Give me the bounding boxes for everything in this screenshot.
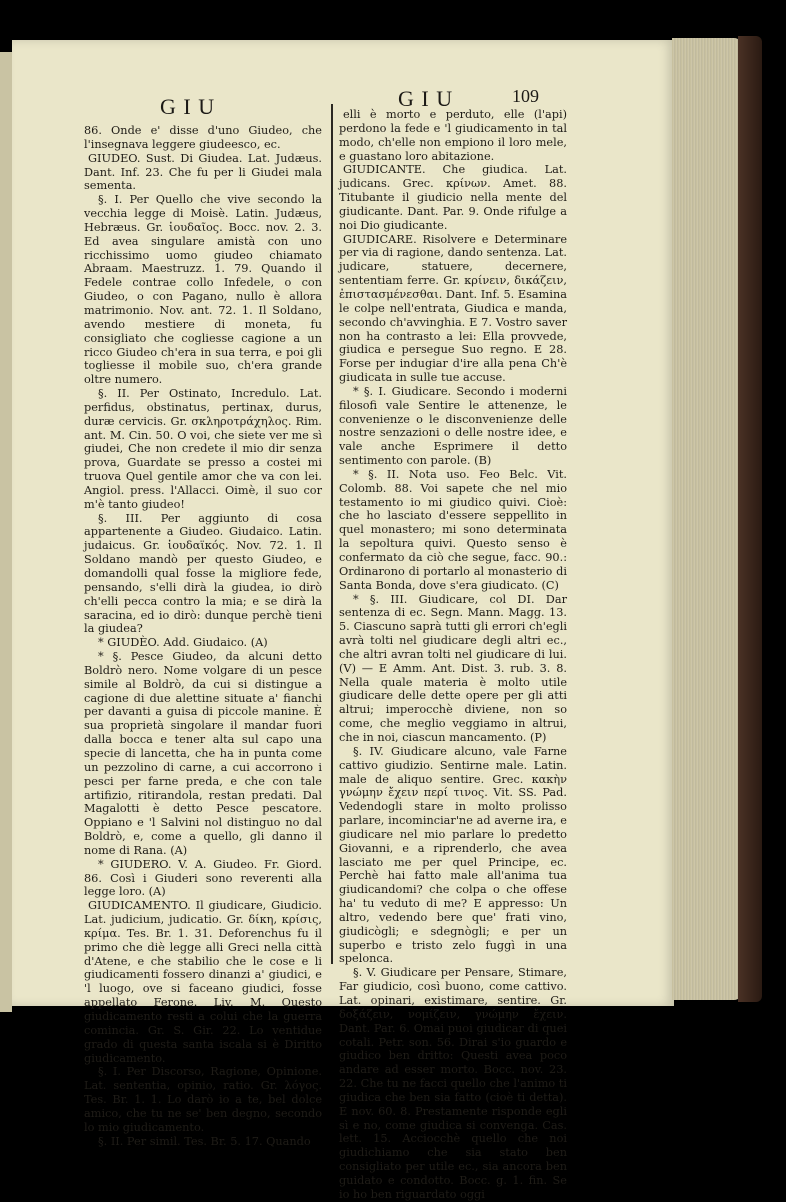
column-rule xyxy=(331,104,333,964)
dictionary-entry: * §. Pesce Giudeo, da alcuni detto Boldrò nero. Nome volgare di un pesce simile al Boldrò, da cui si distingue a cagione di due alettine situate a' fianchi per davanti a guisa di piccole manine. È sua proprietà singolare il mandar fuori dalla bocca e tener alta sul capo una specie di lancetta, che ha in punta come un pezzolino di carne, a cui accorrono i pesci per farne preda, e che con tale artifizio, ritirandola, restan predati. Dal Magalotti è detto Pesce pescatore. Oppiano e 'l Salvini nol distinguo no dal Boldrò, e, come a quello, gli danno il nome di Rana. (A) xyxy=(84,650,322,857)
left-running-head: G I U xyxy=(160,94,216,119)
dictionary-entry: §. II. Per simil. Tes. Br. 5. 17. Quando xyxy=(98,1134,311,1148)
dictionary-entry: §. V. Giudicare per Pensare, Stimare, Far giudicio, così buono, come cattivo. Lat. opinari, existimare, sentire. Gr. δοξάζειν, νομίζειν, γνώμην ἔχειν. Dant. Par. 6. Omai puoi giudicar di quei cotali. Petr. son. 56. Dirai s'io guardo e giudico ben dritto: Questi avea poco andare ad esser morto. Bocc. nov. 23. 22. Che tu ne facci quello che l'animo ti giudica che ben sia fatto (cioè ti detta). E nov. 60. 8. Prestamente risponde egli sì e no, come giudica si convenga. Cas. lett. 15. Acciocchè quello che noi giudichiamo che sia stato ben consigliato per utile ec., sia ancora ben guidato e condotto. Bocc. g. 1. fin. Se io ho ben riguardato oggi xyxy=(339,966,567,1201)
dictionary-entry: §. II. Per Ostinato, Incredulo. Lat. perfidus, obstinatus, pertinax, durus, duræ cervicis. Gr. σκληροτράχηλος. Rim. ant. M. Cin. 50. O voi, che siete ver me sì giudei, Che non credete il mio dir senza prova, Guardate se presso a costei mi truova Quel gentile amor che va con lei. Angiol. press. l'Allacci. Oimè, il suo cor m'è tanto giudeo! xyxy=(84,387,322,511)
dictionary-entry: §. I. Per Quello che vive secondo la vecchia legge di Moisè. Latin. Judæus, Hebræus. Gr. ἰουδαῖος. Bocc. nov. 2. 3. Ed avea singulare amistà con uno ricchissimo uomo giudeo chiamato Abraam. Maestruzz. 1. 79. Quando il Fedele contrae collo Infedele, o con Giudeo, o con Pagano, nullo è allora matrimonio. Nov. ant. 72. 1. Il Soldano, avendo mestiere di moneta, fu consigliato che cogliesse cagione a un ricco Giudeo ch'era in sua terra, e poi gli togliesse il mobile suo, ch'era grande oltre numero. xyxy=(84,193,322,387)
dictionary-entry: GIUDICAMENTO. Il giudicare, Giudicio. Lat. judicium, judicatio. Gr. δίκη, κρίσις, κρίμα. Tes. Br. 1. 31. Deforenchus fu il primo che diè legge alli Greci nella città d'Atene, e che stabilio che le cose e li giudicamenti fossero dinanzi a' giudici, e 'l luogo, ove si faceano giudici, fosse appellato Ferone. Liv. M. Questo giudicamento resti a colui che la guerra comincia. Gr. S. Gir. 22. Lo ventidue grado di questa santa iscala si è Diritto giudicamento. xyxy=(84,899,322,1065)
book-cover xyxy=(738,36,762,1002)
dictionary-entry: §. I. Per Discorso, Ragione, Opinione. Lat. sententia, opinio, ratio. Gr. λόγος. Tes. Br. 1. 1. Lo darò io a te, bel dolce amico, che tu ne se' ben degno, secondo lo mio giudicamento. xyxy=(84,1065,322,1134)
dictionary-entry: §. IV. Giudicare alcuno, vale Farne cattivo giudizio. Sentirne male. Latin. male de aliquo sentire. Grec. κακὴν γνώμην ἔχειν περί τινος. Vit. SS. Pad. Vedendogli stare in molto prolisso parlare, incominciar'ne ad averne ira, e giudicare nel mio parlare lo predetto Giovanni, e a riprenderlo, che avea lasciato me per quel Principe, ec. Perchè hai fatto male all'anima tua giudicandomi? che colpa o che offese ha' tu veduto di me? E appresso: Un altro, vedendo bere que' frati vino, giudicògli; e sdegnògli; e per un superbo e tristo zelo fuggì in una spelonca. xyxy=(339,744,567,966)
dictionary-entry: GIUDICARE. Risolvere e Determinare per via di ragione, dando sentenza. Lat. judicare, statuere, decernere, sententiam ferre. Gr. κρίνειν, δικάζειν, ἐπιστασμένεσθαι. Dant. Inf. 5. Esamina le colpe nell'entrata, Giudica e manda, secondo ch'avvinghia. E 7. Vostro saver non ha contrasto a lei: Ella provvede, giudica e persegue Suo regno. E 28. Forse per indugiar d'ire alla pena Ch'è giudicata in sulle tue accuse. xyxy=(339,232,567,385)
dictionary-entry: * §. II. Nota uso. Feo Belc. Vit. Colomb. 88. Voi sapete che nel mio testamento io mi giudico quivi. Cioè: che ho lasciato d'essere seppellito in quel monastero; mi sono determinata la sepoltura quivi. Questo senso è confermato da ciò che segue, facc. 90.: Ordinarono di portarlo al monasterio di Santa Bonda, dove s'era giudicato. (C) xyxy=(339,467,567,592)
dictionary-entry: * §. III. Giudicare, col DI. Dar sentenza di ec. Segn. Mann. Magg. 13. 5. Ciascuno saprà tutti gli errori ch'egli avrà tolti nel giudicare degli altri ec., che altri avran tolti nel giudicare di lui. (V) — E Amm. Ant. Dist. 3. rub. 3. 8. Nella quale materia è molto utile giudicare delle dette opere per gli atti altrui; imperocchè diviene, non so come, che meglio veggiamo in altrui, che in noi, ciascun mancamento. (P) xyxy=(339,592,567,744)
dictionary-entry: elli è morto e perduto, elle (l'api) perdono la fede e 'l giudicamento in tal modo, ch'elle non empiono il loro mele, e guastano loro abitazione. xyxy=(339,108,567,163)
left-page-edge xyxy=(0,52,12,1012)
page-fore-edge xyxy=(672,38,742,1000)
dictionary-entry: 86. Onde e' disse d'uno Giudeo, che l'insegnava leggere giudeesco, ec. xyxy=(84,124,322,151)
right-running-head: G I U xyxy=(398,86,454,111)
dictionary-entry: GIUDICANTE. Che giudica. Lat. judicans. Grec. κρίνων. Amet. 88. Titubante il giudicio nella mente del giudicante. Dant. Par. 9. Onde rifulge a noi Dio giudicante. xyxy=(339,163,567,232)
right-column xyxy=(339,108,567,1201)
dictionary-entry: §. III. Per aggiunto di cosa appartenente a Giudeo. Giudaico. Latin. judaicus. Gr. ἰουδαϊκός. Nov. 72. 1. Il Soldano mandò per questo Giudeo, e domandolli qual fosse la migliore fede, pensando, s'elli dirà la giudea, io dirò ch'elli pecca contro la mia; e se dirà la saracina, ed io dirò: dunque perchè tieni la giudea? xyxy=(84,511,322,636)
dictionary-entry: * GIUDÈO. Add. Giudaico. (A) xyxy=(98,636,268,650)
dictionary-entry: * GIUDERO. V. A. Giudeo. Fr. Giord. 86. Così i Giuderi sono reverenti alla legge loro. (A) xyxy=(84,857,322,899)
dictionary-entry: GIUDEO. Sust. Di Giudea. Lat. Judæus. Dant. Inf. 23. Che fu per li Giudei mala sementa. xyxy=(84,151,322,193)
dictionary-entry: * §. I. Giudicare. Secondo i moderni filosofi vale Sentire le attenenze, le convenienze o le disconvenienze delle nostre senzazioni o delle nostre idee, e vale anche Esprimere il detto sentimento con parole. (B) xyxy=(339,384,567,468)
page-number: 109 xyxy=(512,86,539,106)
left-column xyxy=(84,124,322,1148)
